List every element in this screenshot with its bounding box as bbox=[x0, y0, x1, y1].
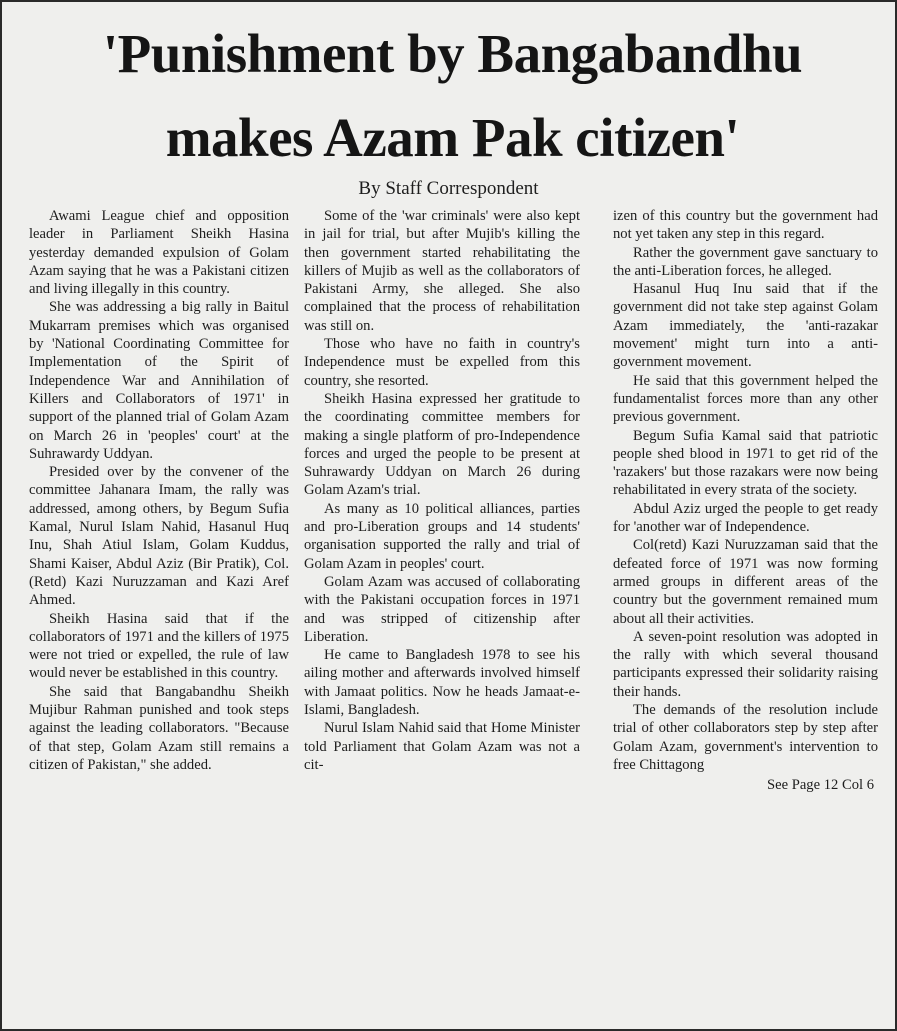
paragraph: Nurul Islam Nahid said that Home Minister told Parliament that Golam Azam was not a cit- bbox=[304, 720, 580, 773]
paragraph-continued: izen of this country but the government had not yet taken any step in this regard. bbox=[613, 208, 878, 243]
paragraph: Col(retd) Kazi Nuruzzaman said that the defeated force of 1971 was now forming armed groups in different areas of the country but the government remained mum about all their activities. bbox=[613, 537, 878, 627]
paragraph: Abdul Aziz urged the people to get ready for 'another war of Independence. bbox=[613, 500, 878, 536]
paragraph: The demands of the resolution include trial of other collaborators step by step after Golam Azam, government's intervention to free Chittagong bbox=[613, 702, 878, 773]
paragraph: Golam Azam was accused of collaborating with the Pakistani occupation forces in 1971 and was stripped of citizenship after Liberation. bbox=[304, 573, 580, 645]
paragraph: She said that Bangabandhu Sheikh Mujibur Rahman punished and took steps against the leading collaborators. "Because of that step, Golam Azam still remains a citizen of Pakistan," she added. bbox=[29, 683, 289, 773]
byline: By Staff Correspondent bbox=[358, 178, 539, 199]
paragraph: She was addressing a big rally in Baitul Mukarram premises which was organised by 'National Coordinating Committee for Implementation of the Spirit of Independence War and Annihilation of Killers and Collaborators of 1971' in support of the planned trial of Golam Azam on March 26 in 'peoples' court' at the Suhrawardy Uddyan. bbox=[29, 299, 289, 462]
article-column-3 bbox=[613, 207, 878, 795]
paragraph: Some of the 'war criminals' were also kept in jail for trial, but after Mujib's killing the then government started rehabilitating the killers of Mujib as well as the collaborators of Pakistani Army, she alleged. She also complained that the process of rehabilitation was still on. bbox=[304, 208, 580, 334]
paragraph: Hasanul Huq Inu said that if the government did not take step against Golam Azam immediately, the 'anti-razakar movement' might turn into a anti-government movement. bbox=[613, 281, 878, 371]
headline bbox=[20, 12, 885, 180]
article-column-1 bbox=[29, 207, 289, 774]
paragraph: Presided over by the convener of the committee Jahanara Imam, the rally was addressed, among others, by Begum Sufia Kamal, Nurul Islam Nahid, Hasanul Huq Inu, Shah Atiul Islam, Golam Kuddus, Shami Kaiser, Abdul Aziz (Bir Pratik), Col.(Retd) Kazi Nuruzzaman and Kazi Aref Ahmed. bbox=[29, 464, 289, 609]
paragraph: Sheikh Hasina said that if the collaborators of 1971 and the killers of 1975 were not tried or expelled, the rule of law would never be established in this country. bbox=[29, 610, 289, 682]
article-column-2 bbox=[304, 207, 580, 774]
headline-line-2: makes Azam Pak citizen' bbox=[165, 107, 740, 168]
paragraph: As many as 10 political alliances, parties and pro-Liberation groups and 14 students' organisation supported the rally and trial of Golam Azam in peoples' court. bbox=[304, 500, 580, 572]
paragraph: He came to Bangladesh 1978 to see his ailing mother and afterwards involved himself with Jamaat politics. Now he heads Jamaat-e-Islami, Bangladesh. bbox=[304, 647, 580, 719]
paragraph: Sheikh Hasina expressed her gratitude to the coordinating committee members for making a single platform of pro-Independence forces and urged the people to be present at Suhrawardy Uddyan on March 26 during Golam Azam's trial. bbox=[304, 390, 580, 499]
paragraph: Those who have no faith in country's Independence must be expelled from this country, she resorted. bbox=[304, 336, 580, 389]
paragraph: Awami League chief and opposition leader in Parliament Sheikh Hasina yesterday demanded expulsion of Golam Azam saying that he was a Pakistani citizen and living illegally in this country. bbox=[29, 208, 289, 298]
paragraph: A seven-point resolution was adopted in the rally with which several thousand participants expressed their solidarity raising their hands. bbox=[613, 628, 878, 700]
paragraph: Rather the government gave sanctuary to the anti-Liberation forces, he alleged. bbox=[613, 244, 878, 279]
paragraph: He said that this government helped the fundamentalist forces more than any other previous government. bbox=[613, 372, 878, 426]
paragraph: Begum Sufia Kamal said that patriotic people shed blood in 1971 to get rid of the 'razakers' but those razakars were now being rehabilitated in every strata of the society. bbox=[613, 427, 878, 499]
continuation-jump-line: See Page 12 Col 6 bbox=[766, 777, 874, 794]
headline-line-1: 'Punishment by Bangabandhu bbox=[102, 23, 803, 84]
